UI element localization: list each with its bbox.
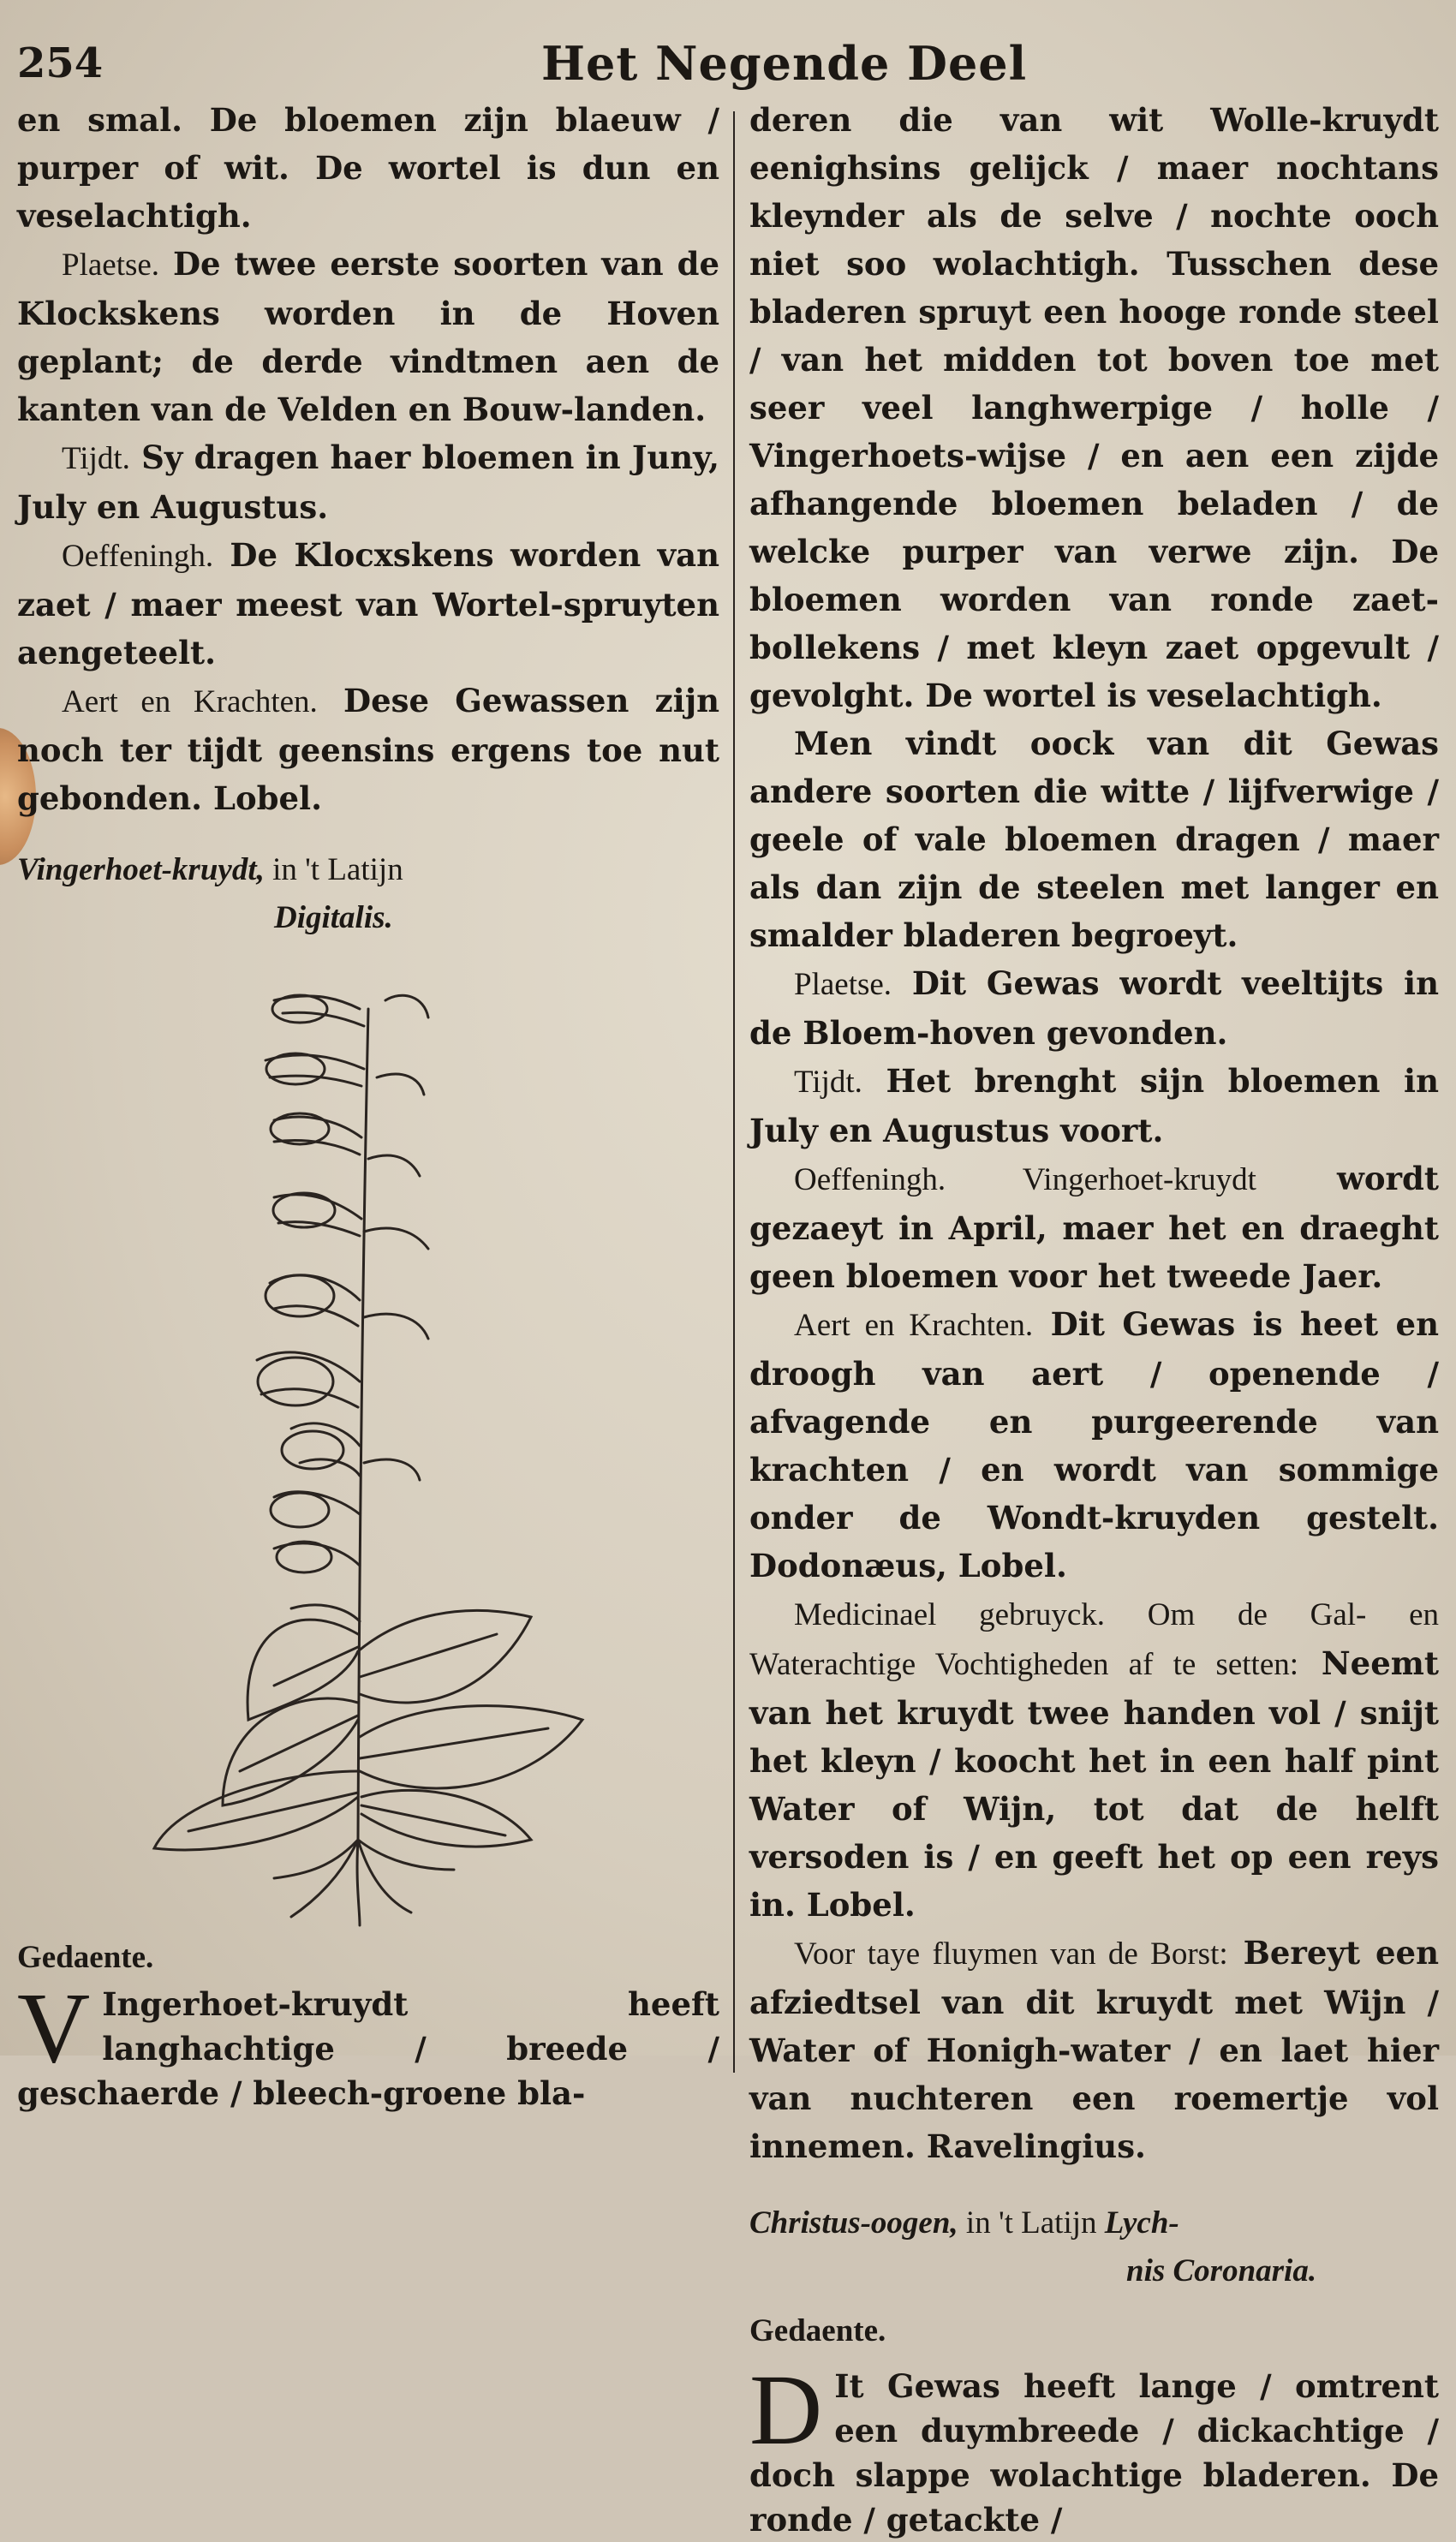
latin-name-lychnis: nis Coronaria.	[1126, 2253, 1317, 2288]
drop-cap-d: D	[749, 2354, 823, 2466]
right-column	[749, 96, 1439, 2542]
drop-cap-v: V	[17, 1972, 91, 2084]
right-paragraph-2: Men vindt oock van dit Gewas andere soorten die witte / lijfverwige / geele of vale bloemen dragen / maer als dan zijn de steelen met langer en smalder bladeren begroeyt.	[749, 725, 1439, 954]
running-title: Het Negende Deel	[541, 36, 1028, 91]
column-divider	[733, 111, 735, 2073]
right-paragraph-medicinael: Medicinael gebruyck. Om de Gal- en Waterachtige Vochtigheden af te setten: Neemt van het kruydt twee handen vol / snijt het kleyn / koocht het in een half pint Water of Wijn, tot dat de helft versoden is / en geeft het op een reys in. Lobel.	[749, 1597, 1440, 1924]
right-paragraph-aert: Aert en Krachten. Dit Gewas is heet en droogh van aert / openende / afvagende en purgeerende van krachten / en wordt van sommige onder de Wondt-kruyden gestelt. Dodonæus, Lobel.	[749, 1305, 1439, 1584]
left-paragraph-plaetse: Plaetse. De twee eerste soorten van de Klockskens worden in de Hoven geplant; de derde vindtmen aen de kanten van de Velden en Bouw-landen.	[17, 245, 719, 428]
left-paragraph-oeffeningh: Oeffeningh. De Klocxskens worden van zaet / maer meest van Wortel-spruyten aengeteelt.	[17, 536, 719, 671]
left-column	[17, 96, 719, 2115]
page-header	[17, 31, 1439, 91]
right-paragraph-taye-fluymen: Voor taye fluymen van de Borst: Bereyt een afziedtsel van dit kruydt met Wijn / Water of Honigh-water / en laet hier van nuchteren een roemertje vol innemen. Ravelingius.	[749, 1934, 1439, 2165]
left-paragraph-1: en smal. De bloemen zijn blaeuw / purper of wit. De wortel is dun en veselachtigh.	[17, 101, 719, 235]
right-paragraph-tijdt: Tijdt. Het brenght sijn bloemen in July en Augustus voort.	[749, 1062, 1440, 1149]
left-final-paragraph: V Ingerhoet-kruydt heeft langhachtige / breede / geschaerde / bleech-groene bla-	[17, 1972, 719, 2112]
left-paragraph-aert: Aert en Krachten. Dese Gewassen zijn noch ter tijdt geensins ergens toe nut gebonden. Lobel.	[17, 682, 719, 817]
right-paragraph-plaetse: Plaetse. Dit Gewas wordt veeltijts in de Bloem-hoven gevonden.	[749, 964, 1439, 1052]
gedaente-label-right: Gedaente.	[749, 2313, 886, 2348]
page-number: 254	[17, 39, 104, 87]
section-heading-vingerhoet: Vingerhoet-kruydt, in 't Latijn	[17, 852, 403, 887]
right-paragraph-oeffeningh: Oeffeningh. Vingerhoet-kruydt wordt gezaeyt in April, maer het en draeght geen bloemen voor het tweede Jaer.	[749, 1160, 1439, 1295]
foxglove-plant-icon	[17, 949, 719, 1934]
right-final-paragraph: D It Gewas heeft lange / omtrent een duymbreede / dickachtige / doch slappe wolachtige bladeren. De ronde / getackte /	[749, 2354, 1439, 2539]
left-paragraph-tijdt: Tijdt. Sy dragen haer bloemen in Juny, July en Augustus.	[17, 439, 719, 526]
gedaente-label-left: Gedaente.	[17, 1940, 154, 1975]
section-heading-christus-oogen: Christus-oogen, in 't Latijn Lych-	[749, 2205, 1179, 2241]
latin-name-digitalis: Digitalis.	[274, 900, 393, 935]
right-paragraph-1: deren die van wit Wolle-kruydt eenighsins gelijck / maer nochtans kleynder als de selve / nochte ooch niet soo wolachtigh. Tusschen dese bladeren spruyt een hooge ronde steel / van het midden tot boven toe met seer veel langhwerpige / holle / Vingerhoets-wijse / en aen een zijde afhangende bloemen beladen / de welcke purper van verwe zijn. De bloemen worden van ronde zaet-bollekens / met kleyn zaet opgevult / gevolght. De wortel is veselachtigh.	[749, 101, 1439, 714]
